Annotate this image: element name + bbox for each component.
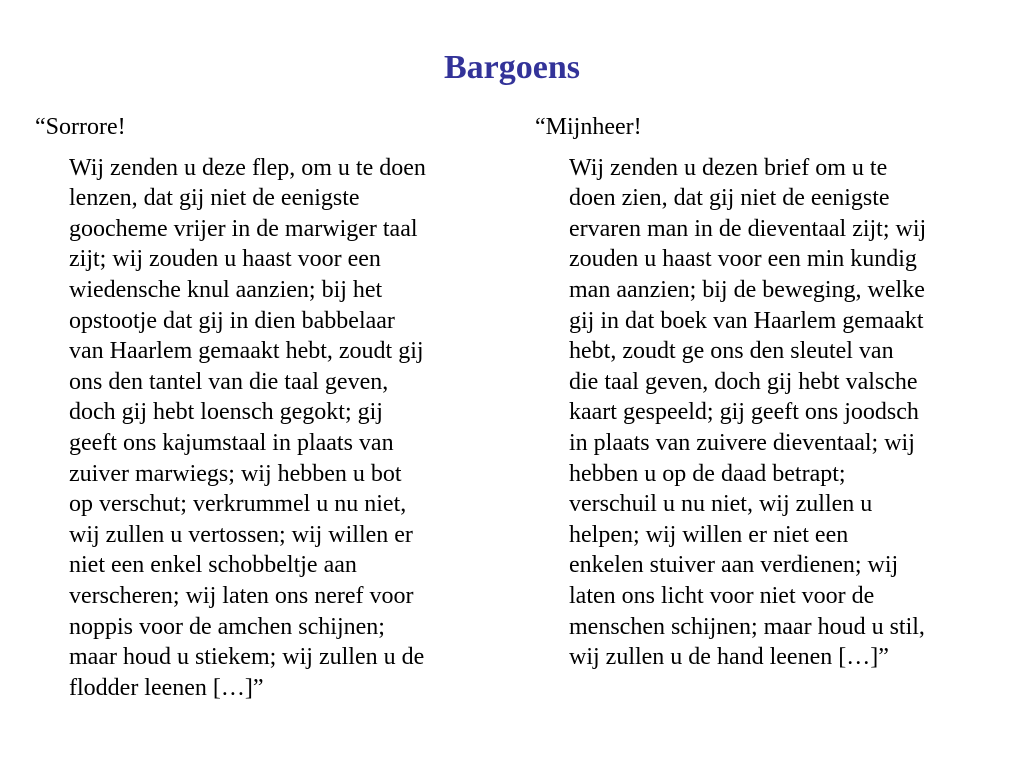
left-line: noppis voor de amchen schijnen;	[69, 613, 385, 640]
left-salutation: “Sorrore!	[35, 114, 126, 140]
right-column-dutch-translation	[535, 112, 1005, 673]
left-line: doch gij hebt loensch gegokt; gij	[69, 399, 383, 426]
right-line: menschen schijnen; maar houd u stil,	[569, 613, 925, 640]
right-line: man aanzien; bij de beweging, welke	[569, 276, 925, 303]
right-line: in plaats van zuivere dieventaal; wij	[569, 429, 915, 456]
right-line: laten ons licht voor niet voor de	[569, 582, 875, 609]
left-line: niet een enkel schobbeltje aan	[69, 552, 357, 579]
left-line: goocheme vrijer in de marwiger taal	[69, 215, 418, 242]
left-line: zijt; wij zouden u haast voor een	[69, 246, 381, 273]
right-line: Wij zenden u dezen brief om u te	[569, 154, 888, 181]
right-body	[535, 153, 1005, 673]
right-line: enkelen stuiver aan verdienen; wij	[569, 552, 899, 579]
slide-title: Bargoens	[444, 49, 580, 86]
left-line: Wij zenden u deze flep, om u te doen	[69, 154, 426, 181]
right-line: ervaren man in de dieventaal zijt; wij	[569, 215, 927, 242]
left-line: ons den tantel van die taal geven,	[69, 368, 389, 395]
right-line: zouden u haast voor een min kundig	[569, 246, 917, 273]
left-line: lenzen, dat gij niet de eenigste	[69, 185, 360, 212]
right-line: kaart gespeeld; gij geeft ons joodsch	[569, 399, 919, 426]
right-line: verschuil u nu niet, wij zullen u	[569, 491, 873, 518]
left-line: opstootje dat gij in dien babbelaar	[69, 307, 395, 334]
left-column-bargoens-text	[35, 112, 505, 703]
right-line: gij in dat boek van Haarlem gemaakt	[569, 307, 924, 334]
right-line: doen zien, dat gij niet de eenigste	[569, 185, 890, 212]
left-line: flodder leenen […]”	[69, 674, 264, 701]
left-line: maar houd u stiekem; wij zullen u de	[69, 644, 425, 671]
right-line: wij zullen u de hand leenen […]”	[569, 644, 889, 671]
left-line: zuiver marwiegs; wij hebben u bot	[69, 460, 402, 487]
left-line: op verschut; verkrummel u nu niet,	[69, 491, 407, 518]
right-line: helpen; wij willen er niet een	[569, 521, 849, 548]
right-line: hebben u op de daad betrapt;	[569, 460, 846, 487]
left-line: wiedensche knul aanzien; bij het	[69, 276, 383, 303]
left-line: verscheren; wij laten ons neref voor	[69, 582, 414, 609]
left-line: van Haarlem gemaakt hebt, zoudt gij	[69, 338, 424, 365]
left-line: wij zullen u vertossen; wij willen er	[69, 521, 413, 548]
right-salutation: “Mijnheer!	[535, 114, 642, 140]
right-line: die taal geven, doch gij hebt valsche	[569, 368, 918, 395]
right-line: hebt, zoudt ge ons den sleutel van	[569, 338, 894, 365]
left-line: geeft ons kajumstaal in plaats van	[69, 429, 394, 456]
left-body	[35, 153, 505, 704]
